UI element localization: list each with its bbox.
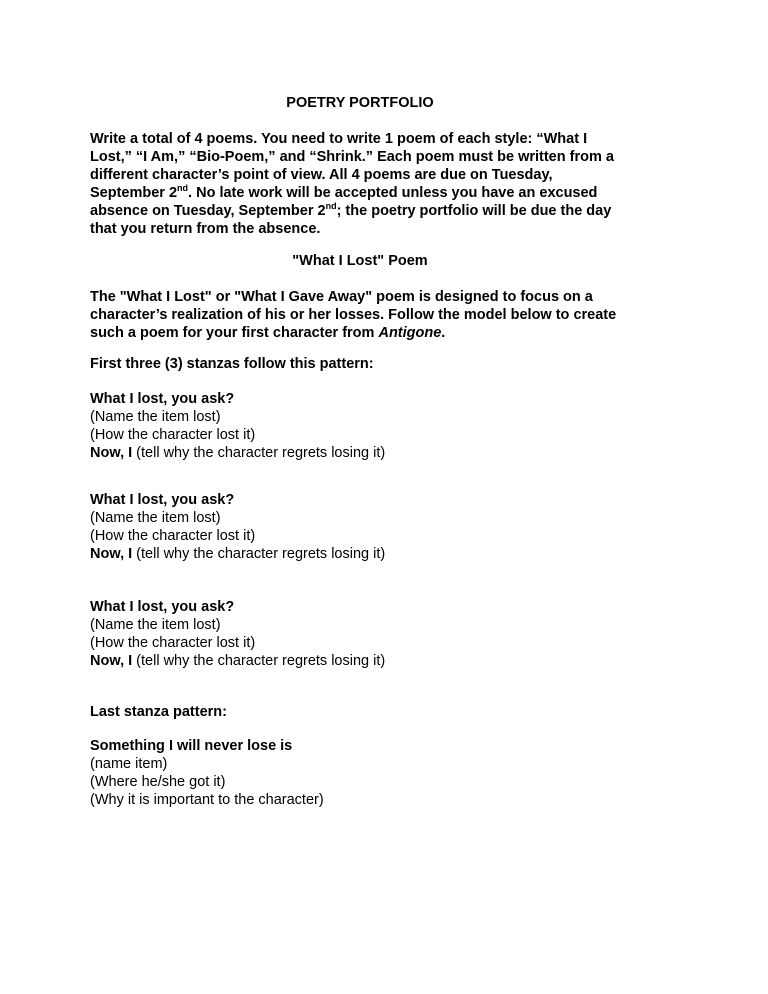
stanza-line: (Name the item lost) <box>90 409 221 425</box>
stanza-now-text: (tell why the character regrets losing it) <box>132 445 386 461</box>
stanza-line: (Name the item lost) <box>90 510 221 526</box>
last-stanza-heading: Something I will never lose is <box>90 738 293 754</box>
intro-paragraph <box>90 130 630 238</box>
stanza-2 <box>90 491 630 563</box>
stanza-now-line <box>90 652 630 670</box>
stanza-question: What I lost, you ask? <box>90 599 235 615</box>
stanza-now-label: Now, I <box>90 445 133 461</box>
description-paragraph <box>90 288 630 342</box>
last-pattern-label: Last stanza pattern: <box>90 704 227 720</box>
stanza-question: What I lost, you ask? <box>90 391 235 407</box>
intro-text-2: . No late work will be accepted unless you have an excused absence on Tuesday, September 2 <box>90 185 598 219</box>
stanza-line: (How the character lost it) <box>90 427 256 443</box>
last-stanza <box>90 737 630 809</box>
last-stanza-line: (Where he/she got it) <box>90 774 226 790</box>
stanza-line: (How the character lost it) <box>90 635 256 651</box>
last-stanza-line: (Why it is important to the character) <box>90 792 324 808</box>
last-stanza-line: (name item) <box>90 756 168 772</box>
intro-text-1: Write a total of 4 poems. You need to write 1 poem of each style: “What I Lost,” “I Am,” “Bio-Poem,” and “Shrink.” Each poem must be written from a different character’s point of view. All 4 poems are due on Tuesday, September 2 <box>90 131 614 201</box>
description-end: . <box>441 325 446 341</box>
intro-text-3: ; the poetry portfolio will be due the day that you return from the absence. <box>90 203 612 237</box>
stanza-line: (Name the item lost) <box>90 617 221 633</box>
document-title: POETRY PORTFOLIO <box>286 95 434 111</box>
stanza-now-text: (tell why the character regrets losing it) <box>132 546 386 562</box>
stanza-1 <box>90 390 630 462</box>
stanza-question: What I lost, you ask? <box>90 492 235 508</box>
stanza-line: (How the character lost it) <box>90 528 256 544</box>
stanza-3 <box>90 598 630 670</box>
stanza-now-line <box>90 545 630 563</box>
intro-superscript-1: nd <box>177 183 189 193</box>
intro-superscript-2: nd <box>325 201 337 211</box>
stanza-now-text: (tell why the character regrets losing it) <box>132 653 386 669</box>
stanza-now-line <box>90 444 630 462</box>
stanza-now-label: Now, I <box>90 653 133 669</box>
description-text: The "What I Lost" or "What I Gave Away" poem is designed to focus on a character’s realization of his or her losses. Follow the model below to create such a poem for your first character from <box>90 289 617 341</box>
stanza-now-label: Now, I <box>90 546 133 562</box>
section-heading: "What I Lost" Poem <box>292 253 428 269</box>
first-pattern-label: First three (3) stanzas follow this pattern: <box>90 356 374 372</box>
description-italic-title: Antigone <box>378 325 442 341</box>
